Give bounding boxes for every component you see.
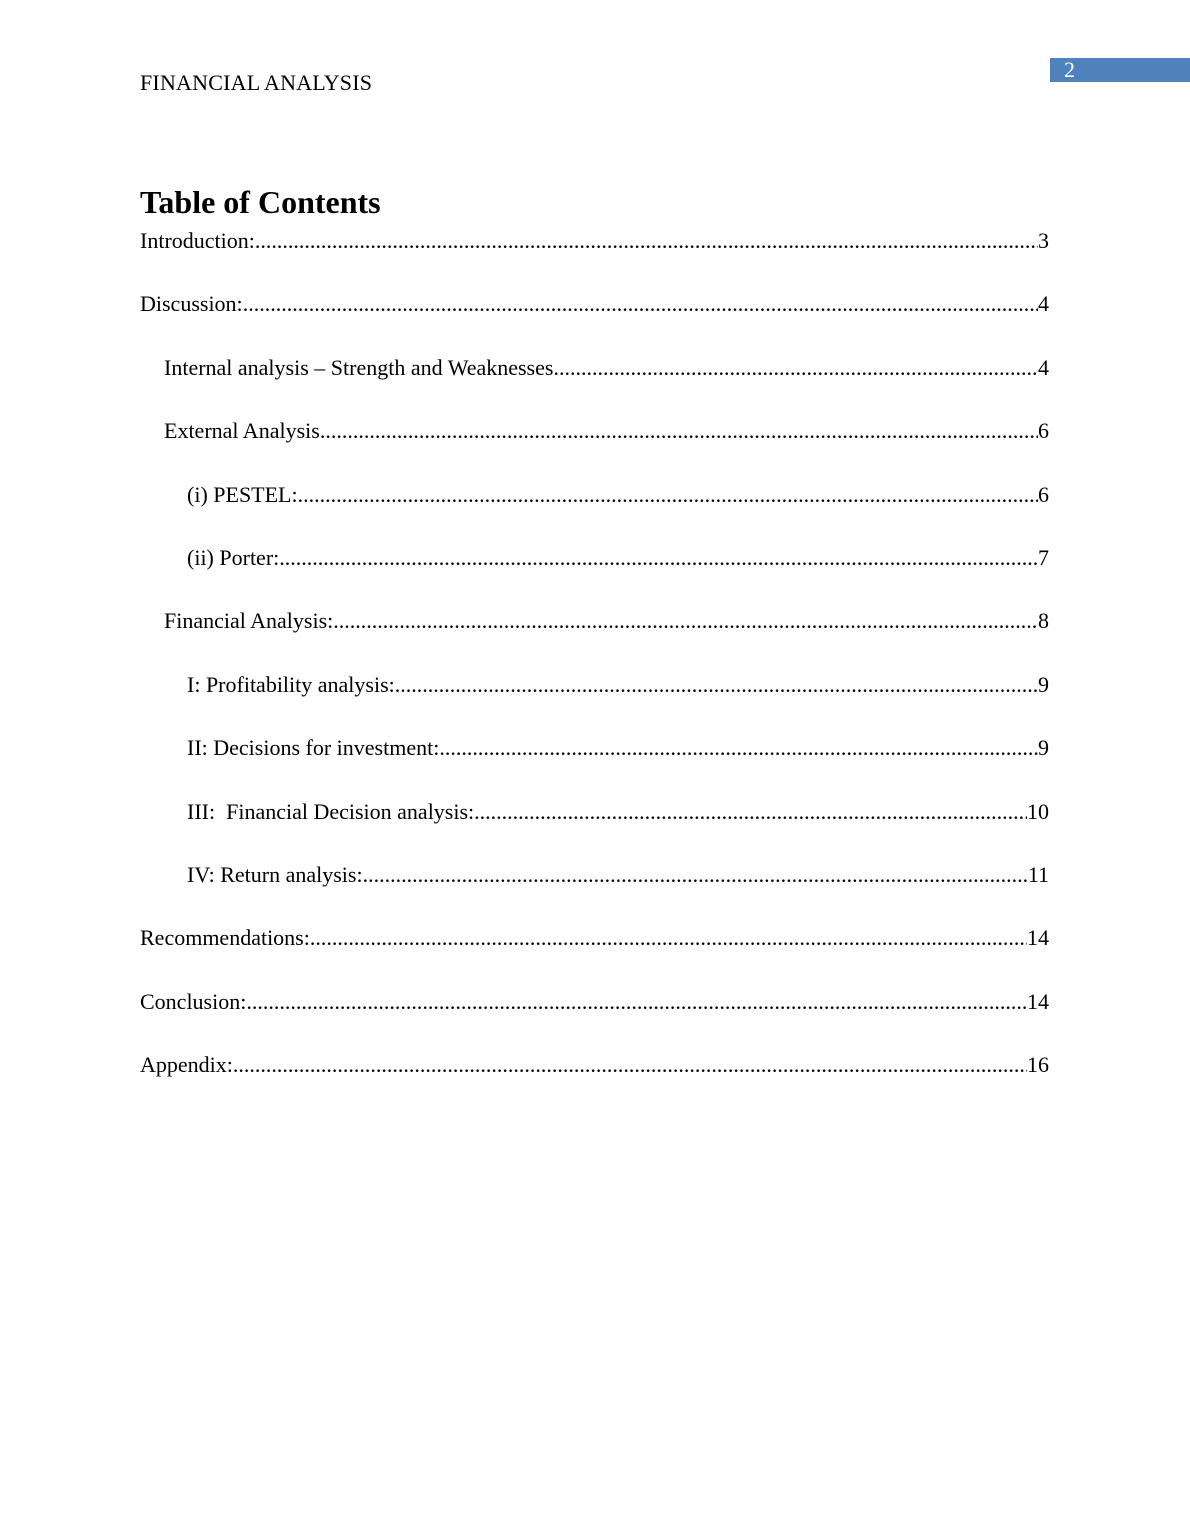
toc-entry-porter[interactable] [140,545,1049,608]
toc-entry-discussion[interactable] [140,291,1049,354]
dot-leader [320,418,1038,444]
dot-leader [363,862,1028,888]
toc-entry-label: Appendix: [140,1052,233,1078]
toc-entry-financial-analysis[interactable] [140,608,1049,671]
dot-leader [298,482,1038,508]
dot-leader [233,1052,1027,1078]
toc-entry-label: (i) PESTEL: [187,481,298,507]
toc-entry-recommendations[interactable] [140,925,1049,988]
running-header-title: FINANCIAL ANALYSIS [140,70,373,95]
toc-entry-financial-decision-analysis[interactable] [140,799,1049,862]
dot-leader [333,608,1038,634]
toc-entry-page: 8 [1038,608,1049,634]
toc-entry-profitability-analysis[interactable] [140,672,1049,735]
toc-entry-page: 4 [1038,291,1049,317]
toc-entry-page: 3 [1038,228,1049,253]
toc-entry-page: 9 [1038,735,1049,761]
toc-entry-label: Discussion: [140,291,243,317]
toc-entry-appendix[interactable] [140,1052,1049,1115]
dot-leader [553,355,1038,381]
toc-entry-page: 6 [1038,418,1049,444]
dot-leader [279,545,1038,571]
dot-leader [395,672,1038,698]
toc-entry-conclusion[interactable] [140,989,1049,1052]
toc-entry-page: 16 [1027,1052,1049,1078]
toc-entry-external-analysis[interactable] [140,418,1049,481]
toc-entry-label: Internal analysis – Strength and Weaknesses [164,354,554,380]
toc-entry-label: III: Financial Decision analysis: [187,798,475,824]
dot-leader [310,925,1027,951]
dot-leader [246,989,1027,1015]
toc-entry-label: Introduction: [140,228,255,253]
toc-entry-page: 14 [1027,925,1049,951]
toc-entry-label: I: Profitability analysis: [187,671,395,697]
toc-entry-label: Financial Analysis: [164,608,334,634]
toc-entry-label: Conclusion: [140,988,247,1014]
toc-entry-page: 11 [1027,861,1049,887]
toc-entry-label: II: Decisions for investment: [187,735,440,761]
toc-entry-page: 9 [1038,671,1049,697]
toc-entry-label: IV: Return analysis: [187,861,363,887]
toc-title: Table of Contents [140,184,381,220]
toc-entry-page: 6 [1038,481,1049,507]
page-number: 2 [1064,57,1075,82]
toc-entry-internal-analysis[interactable] [140,355,1049,418]
dot-leader [255,228,1038,254]
toc-entry-page: 10 [1027,798,1049,824]
table-of-contents [140,228,1049,1115]
toc-entry-pestel[interactable] [140,482,1049,545]
toc-entry-return-analysis[interactable] [140,862,1049,925]
page-number-badge [1050,58,1190,82]
toc-entry-page: 7 [1038,544,1049,570]
toc-entry-label: External Analysis [164,418,320,444]
toc-entry-introduction[interactable] [140,228,1049,291]
toc-entry-investment-decisions[interactable] [140,735,1049,798]
toc-entry-label: (ii) Porter: [187,544,280,570]
toc-entry-page: 4 [1038,354,1049,380]
dot-leader [243,291,1038,317]
toc-entry-label: Recommendations: [140,925,310,951]
dot-leader [439,735,1038,761]
dot-leader [474,799,1027,825]
toc-entry-page: 14 [1027,988,1049,1014]
